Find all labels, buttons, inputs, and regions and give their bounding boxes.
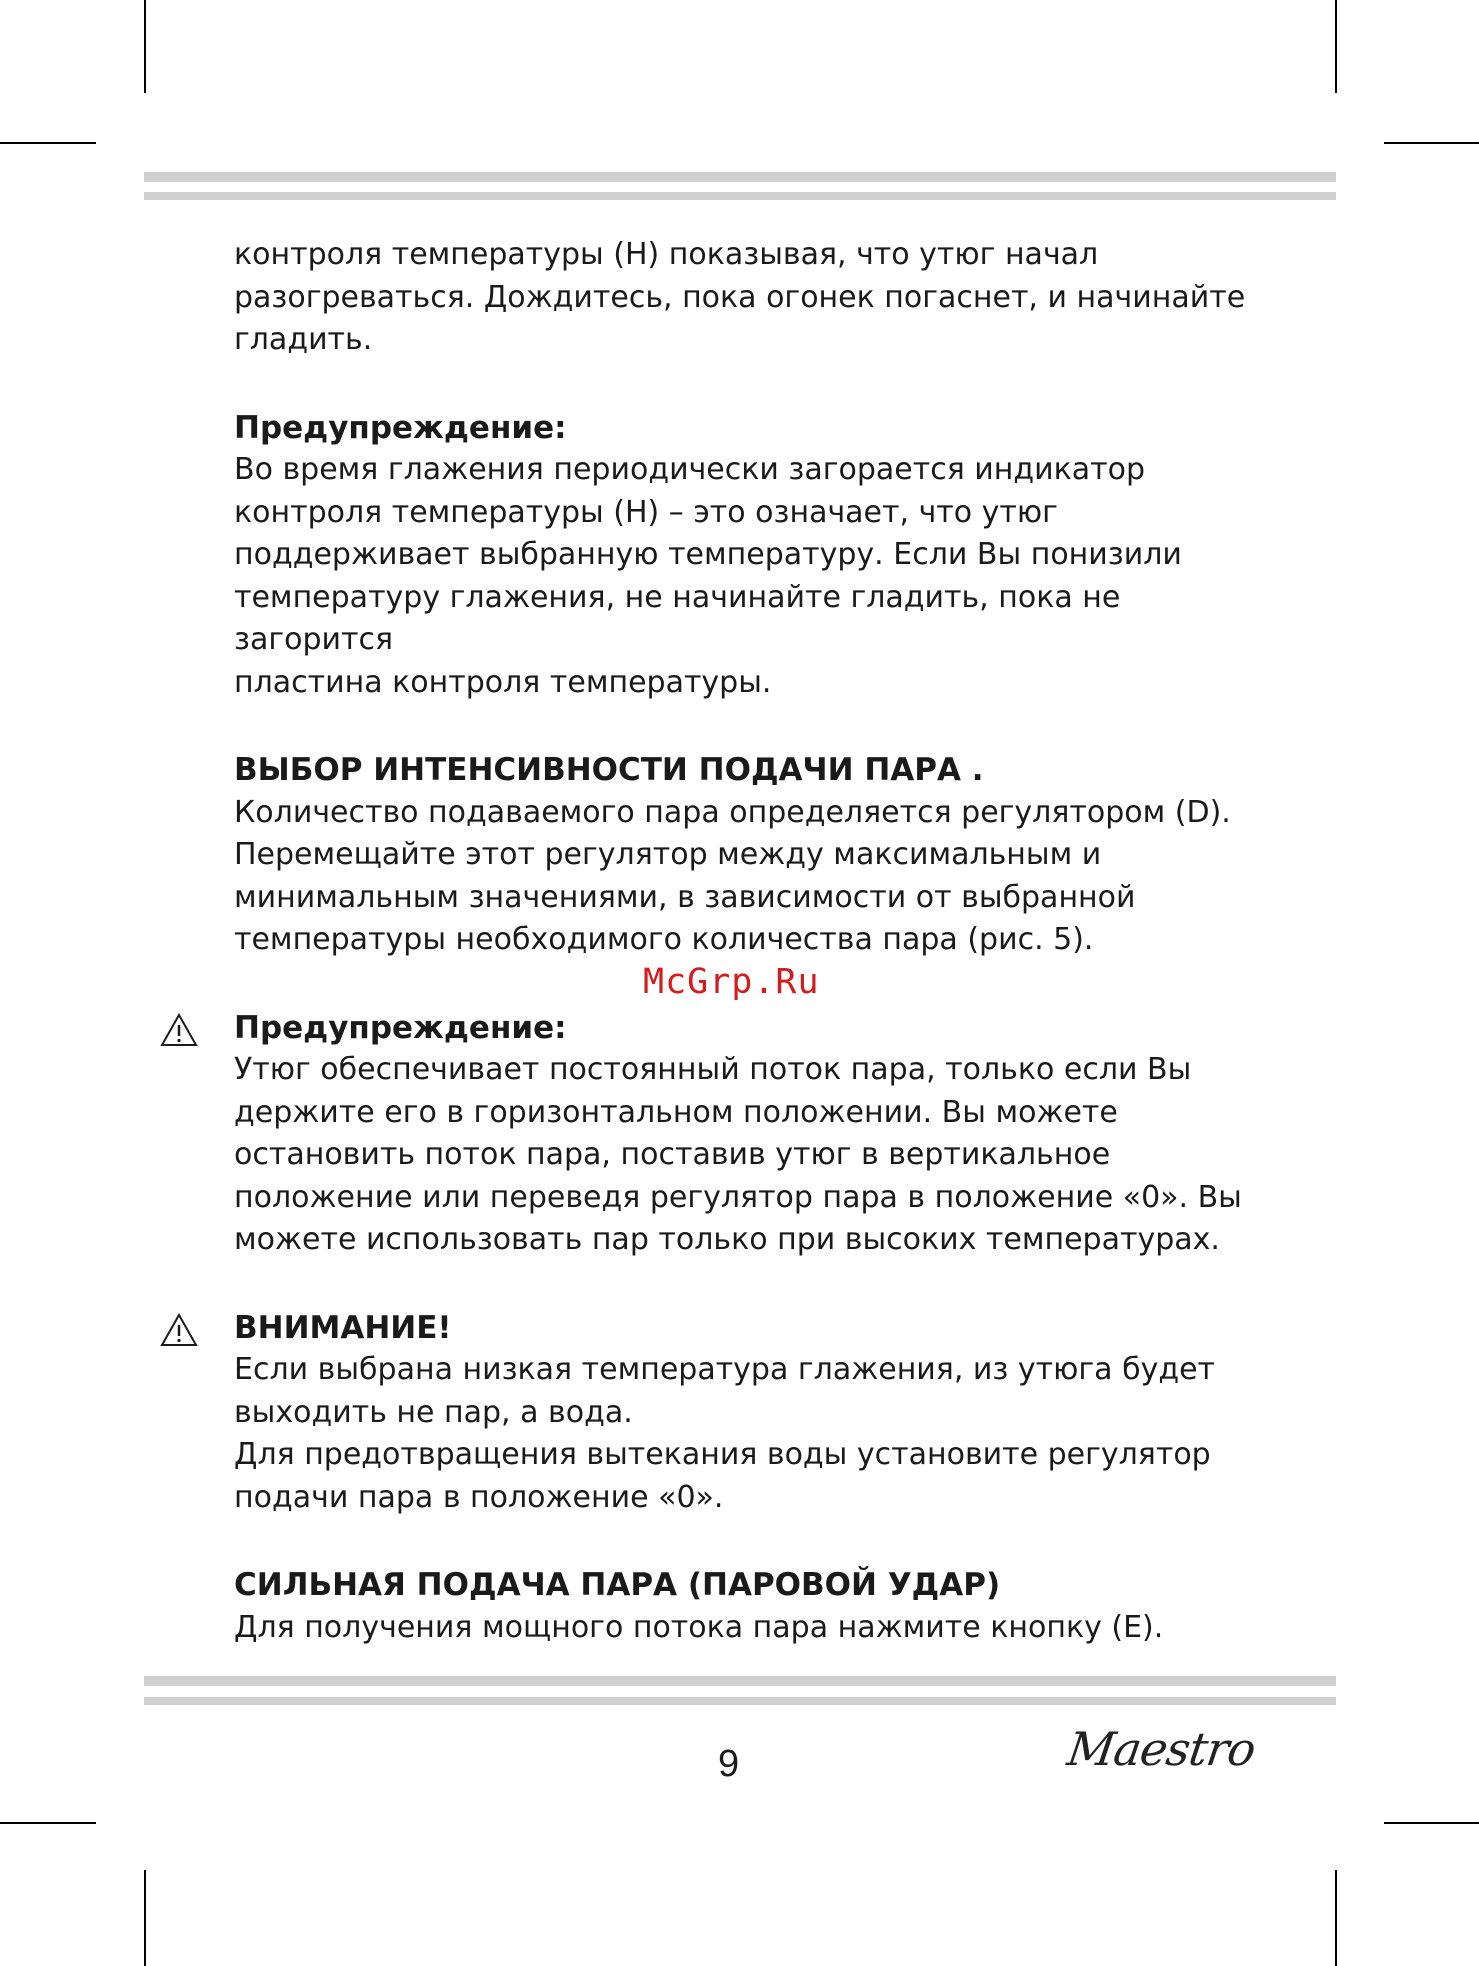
text-line: выходить не пар, а вода. (234, 1394, 633, 1430)
attention-title (234, 1307, 1274, 1350)
steam-burst-section (234, 1564, 1274, 1649)
crop-mark-left-upper (0, 142, 96, 144)
watermark: McGrp.Ru (643, 962, 820, 1002)
crop-mark-top-left (144, 0, 146, 93)
header-band-top (144, 172, 1336, 182)
crop-mark-left-lower (0, 1822, 96, 1824)
warning-title-text: Предупреждение: (234, 1009, 567, 1046)
warning-title (234, 1007, 1274, 1050)
text-line: Для предотвращения вытекания воды установите регулятор (234, 1437, 1211, 1472)
text-line: контроля температуры (H) – это означает, что утюг (234, 494, 1058, 530)
attention-title-text: ВНИМАНИЕ! (234, 1309, 452, 1346)
warning-triangle-icon (160, 1013, 198, 1047)
warning-section-1 (234, 407, 1274, 705)
text-line: Утюг обеспечивает постоянный поток пара, только если Вы (234, 1052, 1192, 1087)
brand-logo: Maestro (1064, 1722, 1259, 1776)
text-line: держите его в горизонтальном положении. Вы можете (234, 1094, 1118, 1130)
text-line: можете использовать пар только при высоких температурах. (234, 1222, 1220, 1257)
header-band-bottom (144, 192, 1336, 200)
text-line: Количество подаваемого пара определяется регулятором (D). (234, 794, 1231, 830)
section-heading: СИЛЬНАЯ ПОДАЧА ПАРА (ПАРОВОЙ УДАР) (234, 1567, 1001, 1603)
footer-band-top (144, 1676, 1336, 1686)
text-line: поддерживает выбранную температуру. Если Вы понизили (234, 537, 1182, 572)
warning-title: Предупреждение: (234, 409, 567, 446)
text-line: пластина контроля температуры. (234, 664, 772, 700)
crop-mark-bottom-left (144, 1870, 146, 1966)
warning-section-2 (234, 1007, 1274, 1262)
text-line: разогреваться. Дождитесь, пока огонек погаснет, и начинайте (234, 279, 1246, 315)
text-line: Если выбрана низкая температура глажения, из утюга будет (234, 1352, 1216, 1387)
intro-paragraph (234, 234, 1274, 362)
text-line: положение или переведя регулятор пара в положение «0». Вы (234, 1179, 1242, 1215)
text-line: подачи пара в положение «0». (234, 1479, 724, 1515)
text-line: Во время глажения периодически загорается индикатор (234, 452, 1146, 487)
section-heading: ВЫБОР ИНТЕНСИВНОСТИ ПОДАЧИ ПАРА . (234, 752, 984, 788)
crop-mark-top-right (1335, 0, 1337, 93)
text-line: Для получения мощного потока пара нажмите кнопку (E). (234, 1609, 1164, 1645)
crop-mark-right-lower (1384, 1822, 1479, 1824)
text-line: Перемещайте этот регулятор между максимальным и (234, 837, 1102, 872)
crop-mark-bottom-right (1335, 1870, 1337, 1966)
crop-mark-right-upper (1384, 142, 1479, 144)
text-line: гладить. (234, 322, 373, 357)
text-line: температуру глажения, не начинайте гладить, пока не загорится (234, 579, 1121, 657)
text-line: температуры необходимого количества пара (рис. 5). (234, 922, 1094, 957)
attention-section (234, 1307, 1274, 1520)
steam-intensity-section (234, 749, 1274, 962)
page-number: 9 (718, 1743, 740, 1785)
text-line: остановить поток пара, поставив утюг в вертикальное (234, 1137, 1111, 1172)
footer-band-bottom (144, 1697, 1336, 1705)
text-line: минимальным значениями, в зависимости от выбранной (234, 879, 1136, 915)
warning-triangle-icon (160, 1313, 198, 1347)
page-content (234, 234, 1274, 1649)
text-line: контроля температуры (H) показывая, что утюг начал (234, 237, 1099, 272)
